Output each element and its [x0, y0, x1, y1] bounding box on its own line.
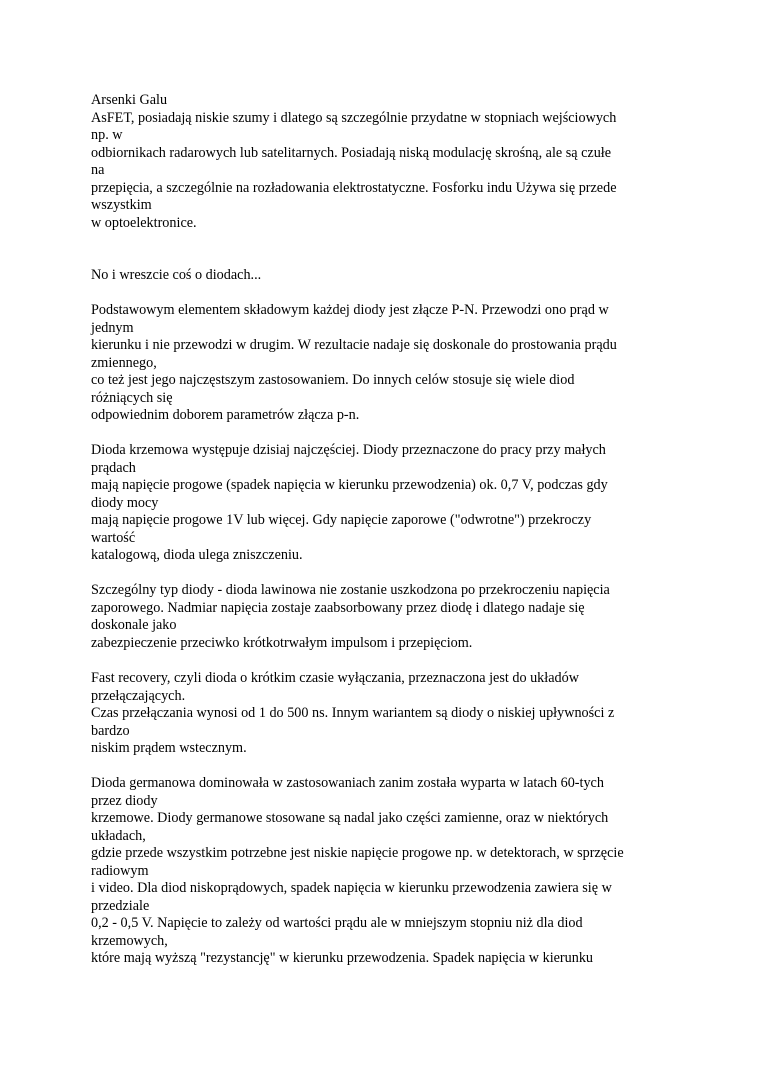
text-line: krzemowe. Diody germanowe stosowane są nadal jako części zamienne, oraz w niektórych — [91, 810, 609, 826]
text-line: wszystkim — [91, 197, 152, 213]
text-line: układach, — [91, 828, 146, 844]
text-line: wartość — [91, 530, 136, 546]
text-line: mają napięcie progowe (spadek napięcia w kierunku przewodzenia) ok. 0,7 V, podczas gdy — [91, 477, 608, 493]
text-line: mają napięcie progowe 1V lub więcej. Gdy napięcie zaporowe ("odwrotne") przekroczy — [91, 512, 592, 528]
text-line: przez diody — [91, 793, 158, 809]
text-line: 0,2 - 0,5 V. Napięcie to zależy od wartości prądu ale w mniejszym stopniu niż dla diod — [91, 915, 583, 931]
text-line: diody mocy — [91, 495, 159, 511]
text-line: Podstawowym elementem składowym każdej diody jest złącze P-N. Przewodzi ono prąd w — [91, 302, 609, 318]
text-line: różniących się — [91, 390, 173, 406]
text-line: jednym — [91, 320, 134, 336]
text-line: przepięcia, a szczególnie na rozładowania elektrostatyczne. Fosforku indu Używa się przede — [91, 180, 617, 196]
text-line: Dioda krzemowa występuje dzisiaj najczęściej. Diody przeznaczone do pracy przy małych — [91, 442, 606, 458]
text-line: na — [91, 162, 105, 178]
text-line: Arsenki Galu — [91, 92, 168, 108]
text-line: gdzie przede wszystkim potrzebne jest niskie napięcie progowe np. w detektorach, w sprzęcie — [91, 845, 624, 861]
text-line: kierunku i nie przewodzi w drugim. W rezultacie nadaje się doskonale do prostowania prądu — [91, 337, 617, 353]
text-line: np. w — [91, 127, 123, 143]
text-line: które mają wyższą "rezystancję" w kierunku przewodzenia. Spadek napięcia w kierunku — [91, 950, 594, 966]
text-line: i video. Dla diod niskoprądowych, spadek napięcia w kierunku przewodzenia zawiera się w — [91, 880, 612, 896]
section-heading: No i wreszcie coś o diodach... — [91, 267, 262, 283]
text-line: odpowiednim doborem parametrów złącza p-n. — [91, 407, 360, 423]
text-line: odbiornikach radarowych lub satelitarnych. Posiadają niską modulację skrośną, ale są czułe — [91, 145, 612, 161]
text-line: niskim prądem wstecznym. — [91, 740, 247, 756]
text-line: przedziale — [91, 898, 150, 914]
text-line: krzemowych, — [91, 933, 168, 949]
text-line: radiowym — [91, 863, 149, 879]
text-line: AsFET, posiadają niskie szumy i dlatego są szczególnie przydatne w stopniach wejściowych — [91, 110, 617, 126]
text-line: w optoelektronice. — [91, 215, 197, 231]
text-line: zabezpieczenie przeciwko krótkotrwałym impulsom i przepięciom. — [91, 635, 473, 651]
text-line: Szczególny typ diody - dioda lawinowa nie zostanie uszkodzona po przekroczeniu napięcia — [91, 582, 610, 598]
text-line: co też jest jego najczęstszym zastosowaniem. Do innych celów stosuje się wiele diod — [91, 372, 575, 388]
text-line: zmiennego, — [91, 355, 157, 371]
text-line: przełączających. — [91, 688, 186, 704]
text-line: Fast recovery, czyli dioda o krótkim czasie wyłączania, przeznaczona jest do układów — [91, 670, 579, 686]
text-line: Dioda germanowa dominowała w zastosowaniach zanim została wyparta w latach 60-tych — [91, 775, 604, 791]
text-line: bardzo — [91, 723, 130, 739]
text-line: prądach — [91, 460, 136, 476]
text-line: katalogową, dioda ulega zniszczeniu. — [91, 547, 303, 563]
text-line: Czas przełączania wynosi od 1 do 500 ns. Innym wariantem są diody o niskiej upływności z — [91, 705, 615, 721]
text-line: doskonale jako — [91, 617, 177, 633]
text-line: zaporowego. Nadmiar napięcia zostaje zaabsorbowany przez diodę i dlatego nadaje się — [91, 600, 585, 616]
